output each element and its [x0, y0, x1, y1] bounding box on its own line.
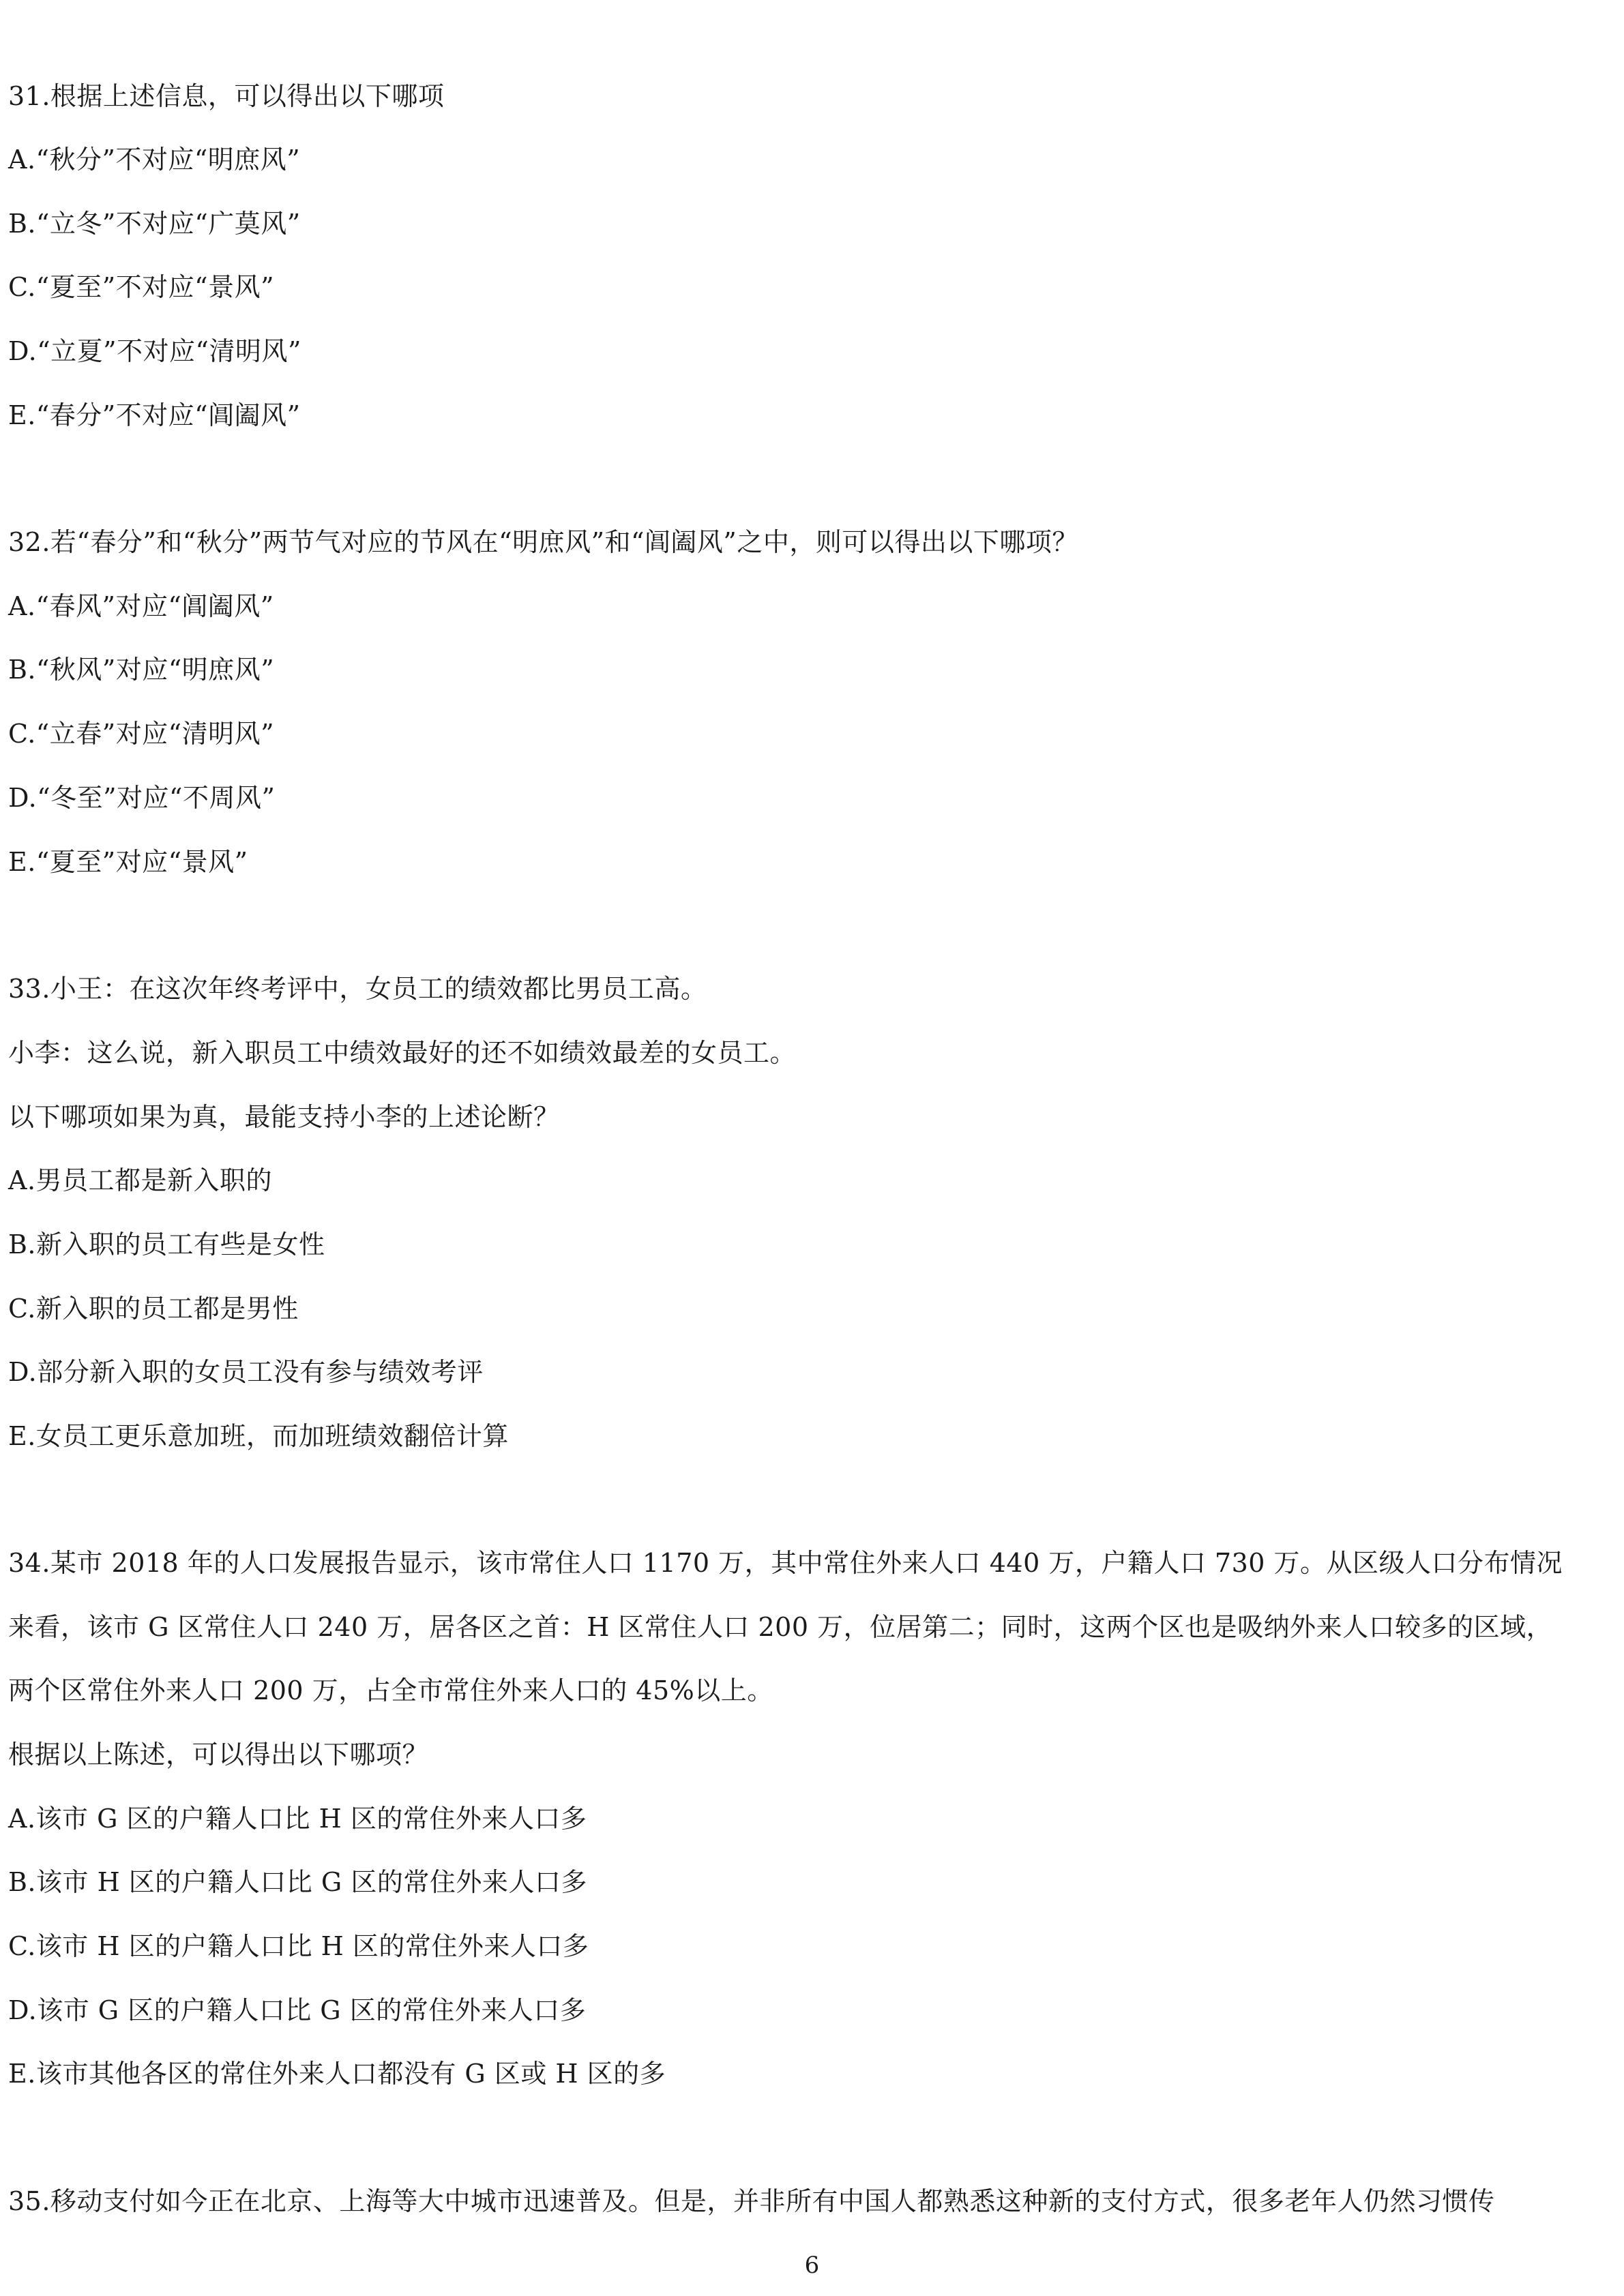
q34-stem-line-2: 来看，该市 G 区常住人口 240 万，居各区之首：H 区常住人口 200 万，位居第二；同时，这两个区也是吸纳外来人口较多的区域，	[8, 1612, 1553, 1642]
q34-option-a: A.该市 G 区的户籍人口比 H 区的常住外来人口多	[8, 1804, 587, 1834]
q31-stem: 31.根据上述信息，可以得出以下哪项	[8, 81, 445, 111]
q31-option-d: D.“立夏”不对应“清明风”	[8, 336, 301, 366]
q34-stem-line-1: 34.某市 2018 年的人口发展报告显示，该市常住人口 1170 万，其中常住外来人口 440 万，户籍人口 730 万。从区级人口分布情况	[8, 1548, 1563, 1578]
q31-option-c: C.“夏至”不对应“景风”	[8, 272, 275, 302]
q33-stem-line-3: 以下哪项如果为真，最能支持小李的上述论断？	[8, 1102, 560, 1132]
q34-stem-line-4: 根据以上陈述，可以得出以下哪项？	[8, 1740, 429, 1770]
q32-option-a: A.“春风”对应“阊阖风”	[8, 591, 274, 621]
q33-option-c: C.新入职的员工都是男性	[8, 1294, 299, 1324]
q34-option-e: E.该市其他各区的常住外来人口都没有 G 区或 H 区的多	[8, 2059, 666, 2089]
q34-stem-line-3: 两个区常住外来人口 200 万，占全市常住外来人口的 45%以上。	[8, 1675, 773, 1705]
q33-option-a: A.男员工都是新入职的	[8, 1165, 273, 1195]
q32-stem: 32.若“春分”和“秋分”两节气对应的节风在“明庶风”和“阊阖风”之中，则可以得出以下哪项？	[8, 527, 1078, 557]
q33-stem-line-1: 33.小王：在这次年终考评中，女员工的绩效都比男员工高。	[8, 974, 707, 1004]
q33-stem-line-2: 小李：这么说，新入职员工中绩效最好的还不如绩效最差的女员工。	[8, 1038, 797, 1068]
q35-stem-line-1: 35.移动支付如今正在北京、上海等大中城市迅速普及。但是，并非所有中国人都熟悉这种新的支付方式，很多老年人仍然习惯传	[8, 2186, 1495, 2216]
q31-option-b: B.“立冬”不对应“广莫风”	[8, 209, 301, 239]
q32-option-e: E.“夏至”对应“景风”	[8, 847, 248, 877]
q33-option-d: D.部分新入职的女员工没有参与绩效考评	[8, 1357, 484, 1387]
q34-option-b: B.该市 H 区的户籍人口比 G 区的常住外来人口多	[8, 1867, 587, 1897]
page-number: 6	[804, 2252, 820, 2279]
q31-option-a: A.“秋分”不对应“明庶风”	[8, 145, 301, 175]
q32-option-d: D.“冬至”对应“不周风”	[8, 783, 276, 813]
q33-option-e: E.女员工更乐意加班，而加班绩效翻倍计算	[8, 1421, 509, 1451]
q33-option-b: B.新入职的员工有些是女性	[8, 1229, 325, 1259]
q32-option-b: B.“秋风”对应“明庶风”	[8, 655, 275, 685]
document-page	[8, 0, 1611, 2296]
q31-option-e: E.“春分”不对应“阊阖风”	[8, 400, 301, 430]
q34-option-d: D.该市 G 区的户籍人口比 G 区的常住外来人口多	[8, 1995, 587, 2025]
q34-option-c: C.该市 H 区的户籍人口比 H 区的常住外来人口多	[8, 1931, 589, 1961]
q32-option-c: C.“立春”对应“清明风”	[8, 719, 275, 749]
